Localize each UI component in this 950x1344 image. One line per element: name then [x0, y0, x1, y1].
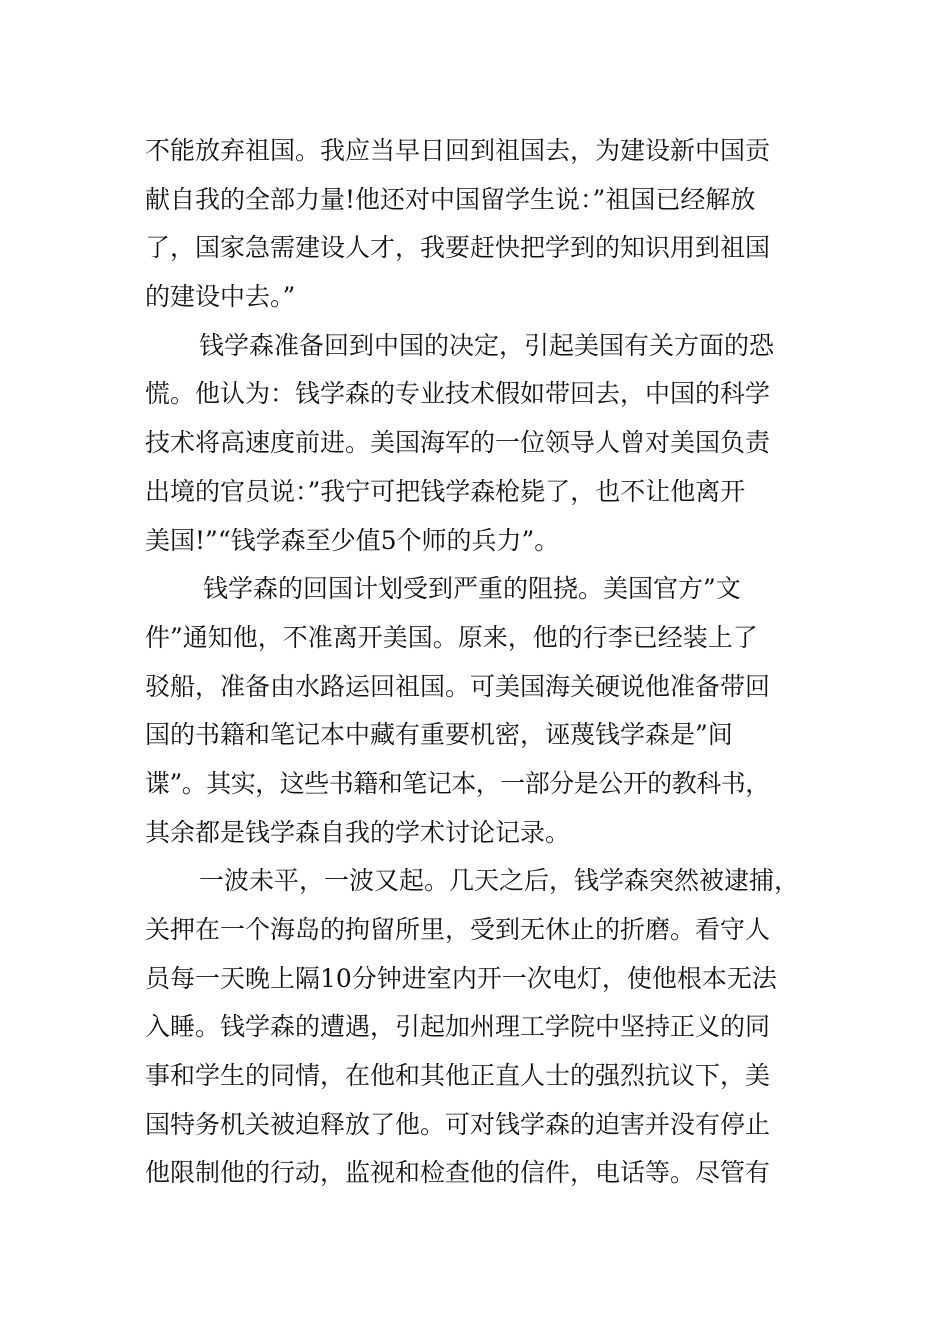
text-line: 事和学生的同情，在他和其他正直人士的强烈抗议下，美 — [145, 1061, 771, 1091]
text-line: 不能放弃祖国。我应当早日回到祖国去，为建设新中国贡 — [145, 136, 771, 165]
text-line: 关押在一个海岛的拘留所里，受到无休止的折磨。看守人 — [145, 915, 771, 944]
text-line: 技术将高速度前进。美国海军的一位领导人曾对美国负责 — [145, 428, 771, 458]
text-line: 了，国家急需建设人才，我要赶快把学到的知识用到祖国 — [145, 233, 771, 263]
text-line: 慌。他认为：钱学森的专业技术假如带回去，中国的科学 — [145, 379, 771, 409]
paragraph-first-line: 一波未平，一波又起。几天之后，钱学森突然被逮捕， — [199, 866, 800, 896]
text-line: 员每一天晚上隔10分钟进室内开一次电灯，使他根本无法 — [145, 963, 777, 993]
text-line: 其余都是钱学森自我的学术讨论记录。 — [145, 817, 571, 847]
text-line: 国的书籍和笔记本中藏有重要机密，诬蔑钱学森是”间 — [145, 720, 733, 750]
text-line: 谍”。其实，这些书籍和笔记本，一部分是公开的教科书， — [145, 768, 770, 798]
text-line: 入睡。钱学森的遭遇，引起加州理工学院中坚持正义的同 — [145, 1012, 771, 1042]
text-line: 件”通知他，不准离开美国。原来，他的行李已经装上了 — [145, 622, 758, 652]
text-line: 国特务机关被迫释放了他。可对钱学森的迫害并没有停止 — [145, 1109, 771, 1139]
text-line: 出境的官员说：”我宁可把钱学森枪毙了，也不让他离开 — [145, 476, 746, 506]
document-page — [145, 127, 807, 1198]
text-line: 的建设中去。” — [145, 282, 296, 312]
text-line: 献自我的全部力量!他还对中国留学生说：”祖国已经解放 — [145, 184, 756, 214]
text-line: 驳船，准备由水路运回祖国。可美国海关硬说他准备带回 — [145, 671, 771, 701]
text-line: 他限制他的行动，监视和检查他的信件，电话等。尽管有 — [145, 1158, 771, 1188]
paragraph-first-line: 钱学森的回国计划受到严重的阻挠。美国官方”文 — [203, 574, 741, 604]
paragraph-first-line: 钱学森准备回到中国的决定，引起美国有关方面的恐 — [199, 330, 775, 360]
text-line: 美国!”“钱学森至少值5个师的兵力”。 — [145, 525, 560, 555]
